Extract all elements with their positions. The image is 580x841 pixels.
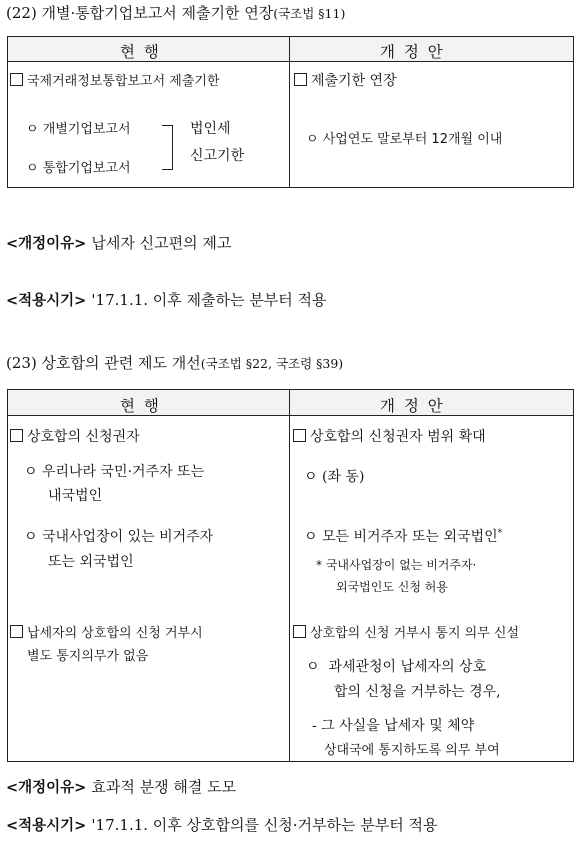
section-23-header-current: 현 행 (120, 397, 161, 415)
bracket-icon (162, 125, 173, 170)
section-23-current-main2-line1: 납세자의 상호합의 신청 거부시 (27, 626, 203, 641)
section-23-title (6, 352, 343, 373)
section-23-current-item1-line2: 내국법인 (48, 488, 103, 504)
section-22-header-proposed: 개 정 안 (380, 43, 445, 61)
section-23-apply (6, 814, 437, 835)
section-22-title (6, 2, 345, 23)
section-23-current-item2: ㅇ 국내사업장이 있는 비거주자 (24, 529, 214, 545)
section-23-proposed-item3: ㅇ 과세관청이 납세자의 상호 (306, 659, 487, 675)
section-23-current-item2-line2: 또는 외국법인 (48, 554, 134, 570)
section-22-current-main (10, 70, 220, 89)
section-22-apply-text: '17.1.1. 이후 제출하는 분부터 적용 (91, 291, 327, 309)
section-23-ref: (국조법 §22, 국조령 §39) (200, 356, 344, 371)
section-23-proposed-note-line2: 외국법인도 신청 허용 (336, 580, 448, 594)
section-23-current-main2 (10, 622, 203, 641)
section-22-reason-text: 납세자 신고편의 제고 (91, 234, 232, 252)
section-23-proposed-item4-line2: 상대국에 통지하도록 의무 부여 (324, 743, 500, 758)
section-23-current-item1: ㅇ 우리나라 국민·거주자 또는 (24, 464, 205, 480)
section-23-proposed-item1-text: (좌 동) (321, 469, 365, 485)
checkbox-square-icon (294, 73, 307, 86)
section-23-proposed-main2 (293, 622, 519, 641)
section-23-current-main1 (10, 426, 140, 446)
section-22-column-divider (289, 37, 290, 187)
section-22-reason-label: <개정이유> (6, 236, 87, 252)
section-23-current-item2-line1: 국내사업장이 있는 비거주자 (41, 529, 214, 545)
section-23-current-main2-line2: 별도 통지의무가 없음 (27, 649, 149, 664)
section-23-current-main1-text: 상호합의 신청권자 (27, 429, 140, 445)
section-23-table-header (8, 390, 573, 416)
section-22-title-text: (22) 개별·통합기업보고서 제출기한 연장 (6, 4, 274, 22)
section-22-proposed-main (294, 70, 397, 90)
section-23-title-text: (23) 상호합의 관련 제도 개선 (6, 354, 201, 372)
section-23-proposed-item1: ㅇ (좌 동) (304, 469, 365, 485)
checkbox-square-icon (10, 429, 23, 442)
section-22-reason (6, 232, 231, 253)
checkbox-square-icon (293, 625, 306, 638)
section-23-proposed-main1 (293, 426, 486, 446)
section-23-proposed-note-line1: 국내사업장이 없는 비거주자· (325, 558, 477, 572)
section-22-ref: (국조법 §11) (273, 6, 346, 21)
section-23-current-item1-line1: 우리나라 국민·거주자 또는 (41, 464, 205, 480)
section-23-proposed-item4-line1: - 그 사실을 납세자 및 체약 (312, 718, 475, 734)
section-23-proposed-item2: ㅇ 모든 비거주자 또는 외국법인* (304, 528, 503, 545)
section-22-proposed-item1-text: 사업연도 말로부터 12개월 이내 (322, 132, 503, 147)
section-23-reason-text: 효과적 분쟁 해결 도모 (91, 778, 237, 796)
section-23-reason-label: <개정이유> (6, 780, 87, 796)
section-23-proposed-main1-text: 상호합의 신청권자 범위 확대 (310, 429, 486, 445)
section-23-proposed-item3-line2: 합의 신청을 거부하는 경우, (334, 684, 501, 700)
section-22-current-item1: ㅇ 개별기업보고서 (26, 122, 131, 137)
section-22-apply-label: <적용시기> (6, 293, 87, 309)
section-23-column-divider (289, 390, 290, 761)
section-22-proposed-item1: ㅇ 사업연도 말로부터 12개월 이내 (306, 132, 503, 147)
section-22-current-item2: ㅇ 통합기업보고서 (26, 161, 131, 176)
section-23-header-proposed: 개 정 안 (380, 397, 445, 415)
section-23-apply-label: <적용시기> (6, 818, 87, 834)
section-22-bracket-line1: 법인세 (190, 121, 231, 137)
section-23-proposed-main2-text: 상호합의 신청 거부시 통지 의무 신설 (310, 626, 520, 641)
section-23-apply-text: '17.1.1. 이후 상호합의를 신청·거부하는 분부터 적용 (91, 816, 438, 834)
section-22-header-current: 현 행 (120, 43, 161, 61)
section-23-proposed-note: * 국내사업장이 없는 비거주자· (316, 558, 477, 572)
section-22-current-item2-text: 통합기업보고서 (42, 161, 131, 176)
section-23-reason (6, 776, 236, 797)
section-22-table-header (8, 37, 573, 62)
section-23-proposed-item3-line1: 과세관청이 납세자의 상호 (328, 659, 487, 675)
section-22-bracket-line2: 신고기한 (190, 148, 245, 164)
section-22-proposed-main-text: 제출기한 연장 (311, 73, 397, 89)
footnote-mark: * (497, 528, 503, 539)
section-23-proposed-item2-text: 모든 비거주자 또는 외국법인 (321, 529, 498, 545)
section-22-current-item1-text: 개별기업보고서 (42, 122, 131, 137)
section-22-current-main-text: 국제거래정보통합보고서 제출기한 (27, 74, 220, 89)
checkbox-square-icon (293, 429, 306, 442)
checkbox-square-icon (10, 625, 23, 638)
section-22-apply (6, 289, 327, 310)
checkbox-square-icon (10, 73, 23, 86)
